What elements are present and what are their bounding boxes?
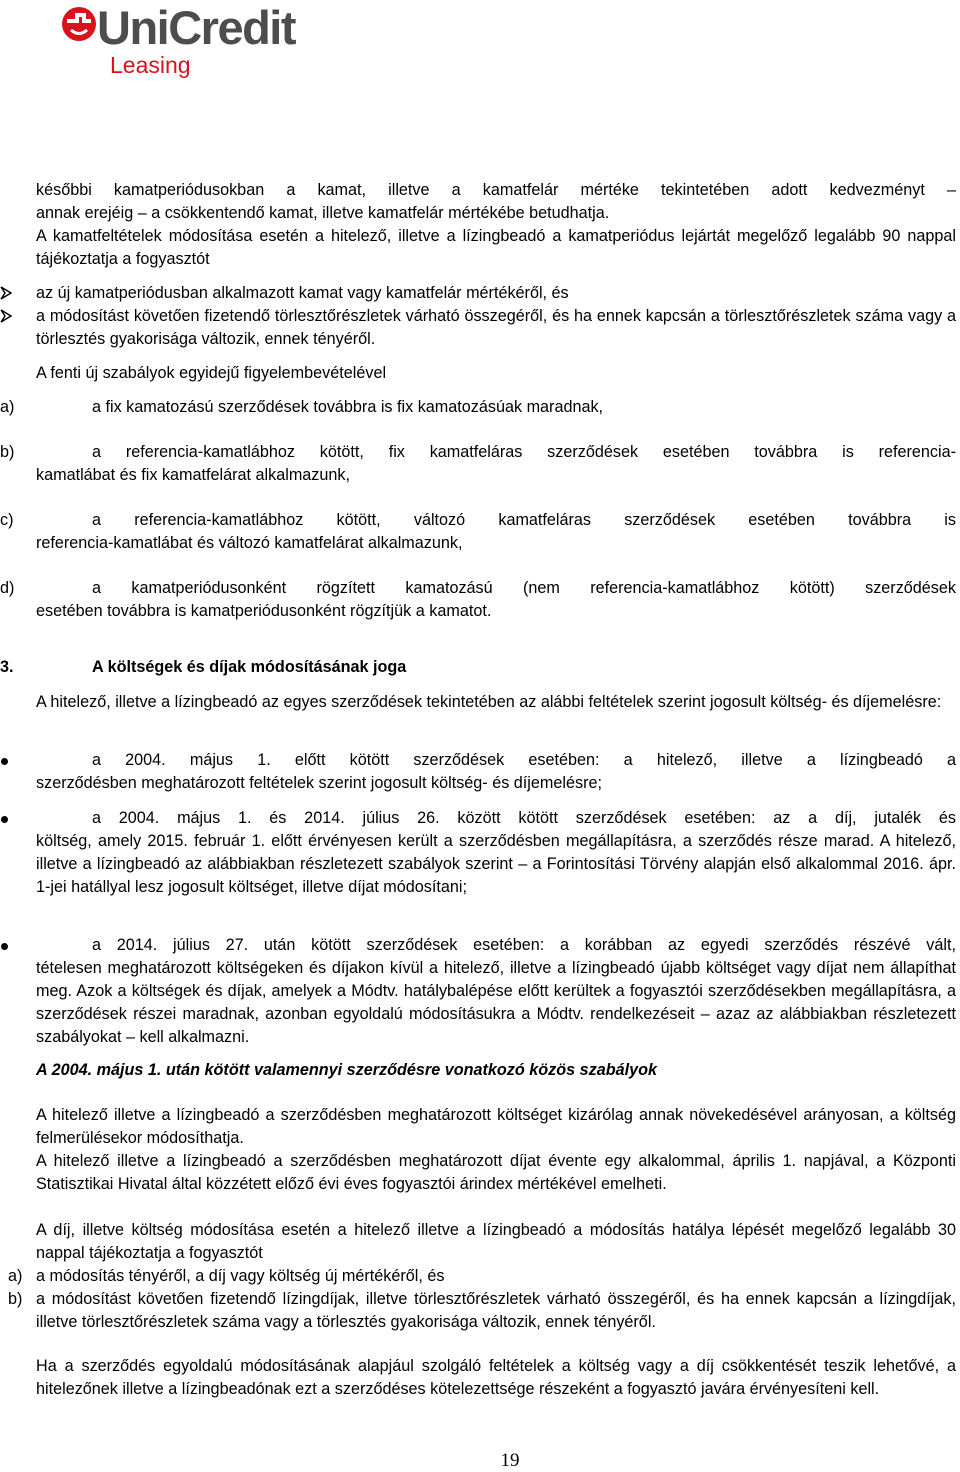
rule-mark: d) xyxy=(0,579,15,597)
rule-text: a kamatperiódusonként rögzített kamatozású (nem referencia-kamatlábhoz kötött) szerződések xyxy=(92,579,956,597)
page-number: 19 xyxy=(500,1450,520,1471)
rule-text-rest: esetében továbbra is kamatperiódusonként rögzítjük a kamatot. xyxy=(36,602,492,620)
notice-text: a módosítást követően fizetendő lízingdíjak, illetve törlesztőrészletek várható összegéről, és ha ennek kapcsán a lízingdíjak, illetve törlesztőrészletek száma vagy a törlesztés gyakorisága változik, ennek tényéről. xyxy=(36,1290,956,1331)
intro-line-1: későbbi kamatperiódusokban a kamat, illetve a kamatfelár mértéke tekintetében adott kedvezményt – xyxy=(36,181,956,199)
bullet-dot-icon xyxy=(1,758,8,765)
notice-mark: a) xyxy=(8,1267,23,1285)
bullet-dot-icon xyxy=(1,943,8,950)
arrow-item-text: az új kamatperiódusban alkalmazott kamat vagy kamatfelár mértékéről, és xyxy=(36,284,569,302)
arrow-bullet-icon xyxy=(0,286,12,300)
intro-line-2: annak erejéig – a csökkentendő kamat, illetve kamatfelár mértékébe betudhatja. xyxy=(36,204,610,222)
bullet-text-rest: szerződésben meghatározott feltételek szerint jogosult költség- és díjemelésre; xyxy=(36,774,602,792)
final-paragraph: Ha a szerződés egyoldalú módosításának alapjául szolgáló feltételek a költség vagy a díj csökkentését teszik lehetővé, a hitelezőnek illetve a lízingbeadónak ezt a szerződéses kötelezettsége részeként a fogyasztó javára érvényesíteni kell. xyxy=(36,1357,956,1398)
arrow-list-item xyxy=(36,305,956,351)
arrow-list-item xyxy=(36,282,956,305)
rule-mark: b) xyxy=(0,443,15,461)
bullet-text-rest: költség, amely 2015. február 1. előtt érvényesen került a szerződésben megállapításra, a szerződés része marad. A hitelező, illetve a lízingbeadó az alábbiakban részletezett szabályok szerint – a Forintosítási Törvény alapján első alkalommal 2016. ápr. 1-jei hatállyal lesz jogosult költséget, illetve díjat módosítani; xyxy=(36,832,956,896)
common-rules-title: A 2004. május 1. után kötött valamennyi szerződésre vonatkozó közös szabályok xyxy=(36,1061,658,1079)
bullet-text: a 2014. július 27. után kötött szerződések esetében: a korábban az egyedi szerződés részévé vált, xyxy=(92,936,956,954)
section3-intro: A hitelező, illetve a lízingbeadó az egyes szerződések tekintetében az alábbi feltételek szerint jogosult költség- és díjemelésre: xyxy=(36,693,942,711)
notice-paragraph: A díj, illetve költség módosítása esetén a hitelező illetve a lízingbeadó a módosítás hatálya lépését megelőző legalább 30 nappal tájékoztatja a fogyasztót xyxy=(36,1221,956,1262)
bullet-dot-icon xyxy=(1,816,8,823)
rule-text-rest: kamatlábat és fix kamatfelárat alkalmazunk, xyxy=(36,466,350,484)
unicredit-leasing-logo xyxy=(57,1,297,82)
rule-text: a referencia-kamatlábhoz kötött, változó kamatfeláras szerződések esetében továbbra is xyxy=(92,511,956,529)
bullet-text: a 2004. május 1. előtt kötött szerződések esetében: a hitelező, illetve a lízingbeadó a xyxy=(92,751,956,769)
rule-text: a referencia-kamatlábhoz kötött, fix kamatfeláras szerződések esetében továbbra is referencia- xyxy=(92,443,956,461)
section-title: A költségek és díjak módosításának joga xyxy=(92,658,407,676)
logo-brand-text: UniCredit xyxy=(97,1,295,54)
arrow-item-text: a módosítást követően fizetendő törlesztőrészletek várható összegéről, és ha ennek kapcsán a törlesztőrészletek száma vagy a törlesztés gyakorisága változik, ennek tényéről. xyxy=(36,307,956,348)
bullet-text: a 2004. május 1. és 2014. július 26. között kötött szerződések esetében: az a díj, jutalék és xyxy=(92,809,956,827)
logo-sub-text: Leasing xyxy=(110,52,191,78)
cost-paragraph: A hitelező illetve a lízingbeadó a szerződésben meghatározott költséget kizárólag annak növekedésével arányosan, a költség felmerülésekor módosíthatja. xyxy=(36,1106,956,1147)
notice-mark: b) xyxy=(8,1290,23,1308)
fee-paragraph: A hitelező illetve a lízingbeadó a szerződésben meghatározott díjat évente egy alkalommal, április 1. napjával, a Központi Statisztikai Hivatal által közzétett előző évi éves fogyasztói árindex mértékével emelheti. xyxy=(36,1152,956,1193)
rules-intro: A fenti új szabályok egyidejű figyelembevételével xyxy=(36,364,387,382)
rule-mark: a) xyxy=(0,398,15,416)
rule-text-rest: referencia-kamatlábat és változó kamatfelárat alkalmazunk, xyxy=(36,534,463,552)
rule-text: a fix kamatozású szerződések továbbra is fix kamatozásúak maradnak, xyxy=(92,398,604,416)
section-number: 3. xyxy=(0,658,14,676)
interest-notice-paragraph: A kamatfeltételek módosítása esetén a hitelező, illetve a lízingbeadó a kamatperiódus lejártát megelőző legalább 90 nappal tájékoztatja a fogyasztót xyxy=(36,227,956,268)
arrow-bullet-icon xyxy=(0,309,12,323)
notice-text: a módosítás tényéről, a díj vagy költség új mértékéről, és xyxy=(36,1267,445,1285)
rule-mark: c) xyxy=(0,511,14,529)
bullet-text-rest: tételesen meghatározott költségeken és díjakon kívül a hitelező, illetve a lízingbeadó újabb költséget vagy díjat nem állapíthat meg. Azok a költségek és díjak, amelyek a Módtv. hatálybalépése előtt kerültek a fogyasztói szerződésekben megállapításra, a szerződések részei maradnak, azonban egyoldalú módosításukra a Módtv. rendelkezéseit – azaz az alábbiakban részletezett szabályokat – kell alkalmazni. xyxy=(36,959,956,1046)
